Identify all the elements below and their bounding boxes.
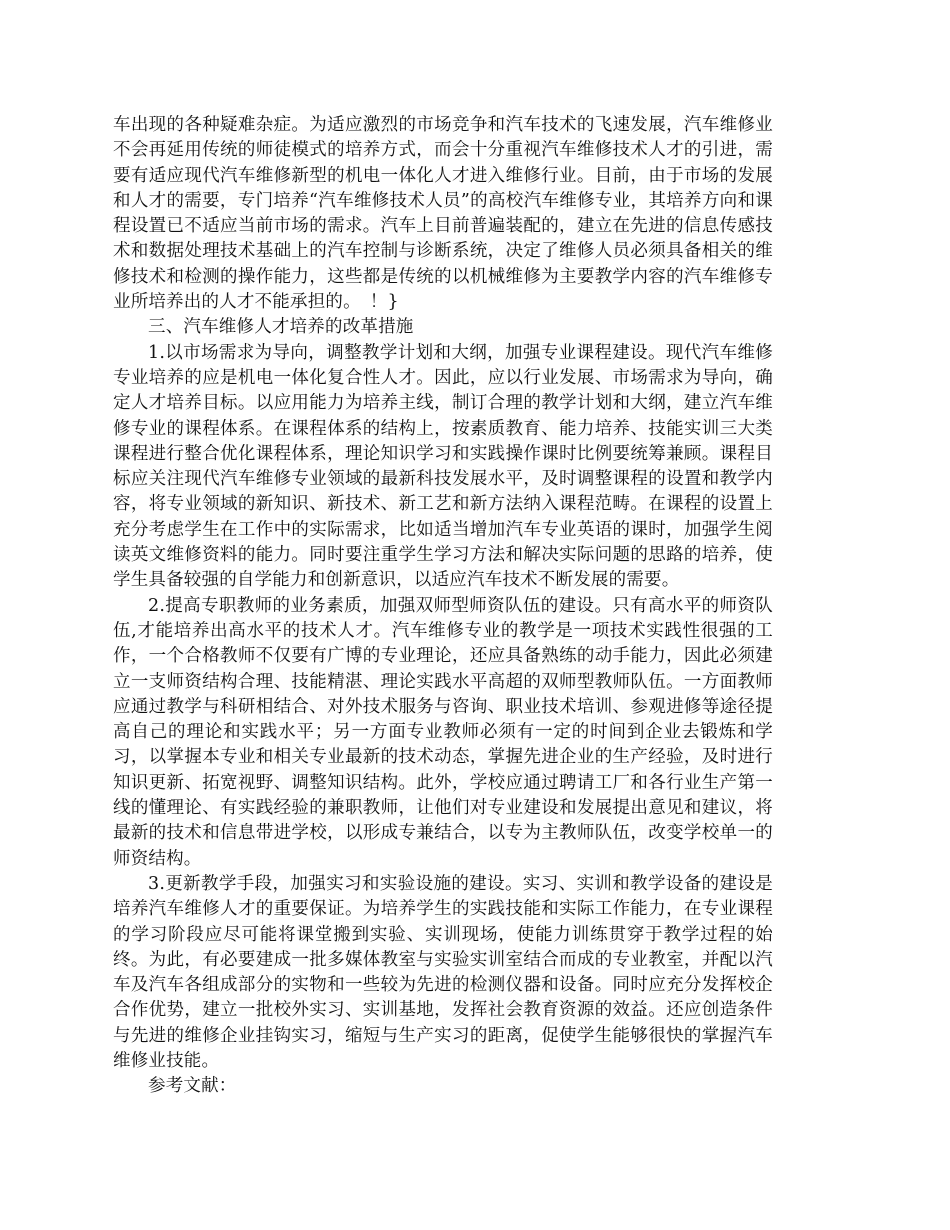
body-paragraph-2: 1.以市场需求为导向，调整教学计划和大纲，加强专业课程建设。现代汽车维修专业培养的应是机电一体化复合性人才。因此，应以行业发展、市场需求为导向，确定人才培养目标。以应用能力为培养主线，制订合理的教学计划和大纲，建立汽车维修专业的课程体系。在课程体系的结构上，按素质教育、能力培养、技能实训三大类课程进行整合优化课程体系，理论知识学习和实践操作课时比例要统筹兼顾。课程目标应关注现代汽车维修专业领域的最新科技发展水平，及时调整课程的设置和教学内容，将专业领域的新知识、新技术、新工艺和新方法纳入课程范畴。在课程的设置上充分考虑学生在工作中的实际需求，比如适当增加汽车专业英语的课时，加强学生阅读英文维修资料的能力。同时要注重学生学习方法和解决实际问题的思路的培养，使学生具备较强的自学能力和创新意识，以适应汽车技术不断发展的需要。 — [113, 342, 773, 591]
references-heading: 参考文献： — [148, 1076, 237, 1097]
body-paragraph-3: 2.提高专职教师的业务素质，加强双师型师资队伍的建设。只有高水平的师资队伍,才能培养出高水平的技术人才。汽车维修专业的教学是一项技术实践性很强的工作，一个合格教师不仅要有广博的专业理论，还应具备熟练的动手能力，因此必须建立一支师资结构合理、技能精湛、理论实践水平高超的双师型教师队伍。一方面教师应通过教学与科研相结合、对外技术服务与咨询、职业技术培训、参观进修等途径提高自己的理论和实践水平；另一方面专业教师必须有一定的时间到企业去锻炼和学习，以掌握本专业和相关专业最新的技术动态，掌握先进企业的生产经验，及时进行知识更新、拓宽视野、调整知识结构。此外，学校应通过聘请工厂和各行业生产第一线的懂理论、有实践经验的兼职教师，让他们对专业建设和发展提出意见和建议，将最新的技术和信息带进学校，以形成专兼结合，以专为主教师队伍，改变学校单一的师资结构。 — [113, 595, 773, 869]
body-paragraph-4: 3.更新教学手段，加强实习和实验设施的建设。实习、实训和教学设备的建设是培养汽车维修人才的重要保证。为培养学生的实践技能和实际工作能力，在专业课程的学习阶段应尽可能将课堂搬到实验、实训现场，使能力训练贯穿于教学过程的始终。为此，有必要建成一批多媒体教室与实验实训室结合而成的专业教室，并配以汽车及汽车各组成部分的实物和一些较为先进的检测仪器和设备。同时应充分发挥校企合作优势，建立一批校外实习、实训基地，发挥社会教育资源的效益。还应创造条件与先进的维修企业挂钩实习，缩短与生产实习的距离，促使学生能够很快的掌握汽车维修业技能。 — [113, 873, 773, 1071]
section-heading: 三、汽车维修人才培养的改革措施 — [148, 317, 414, 338]
body-paragraph-1: 车出现的各种疑难杂症。为适应激烈的市场竞争和汽车技术的飞速发展，汽车维修业不会再延用传统的师徒模式的培养方式，而会十分重视汽车维修技术人才的引进，需要有适应现代汽车维修新型的机电一体化人才进入维修行业。目前，由于市场的发展和人才的需要，专门培养“汽车维修技术人员”的高校汽车维修专业，其培养方向和课程设置已不适应当前市场的需求。汽车上目前普遍装配的，建立在先进的信息传感技术和数据处理技术基础上的汽车控制与诊断系统，决定了维修人员必须具备相关的维修技术和检测的操作能力，这些都是传统的以机械维修为主要教学内容的汽车维修专业所培养出的人才不能承担的。 ！} — [113, 115, 773, 313]
document-page — [113, 113, 773, 1100]
